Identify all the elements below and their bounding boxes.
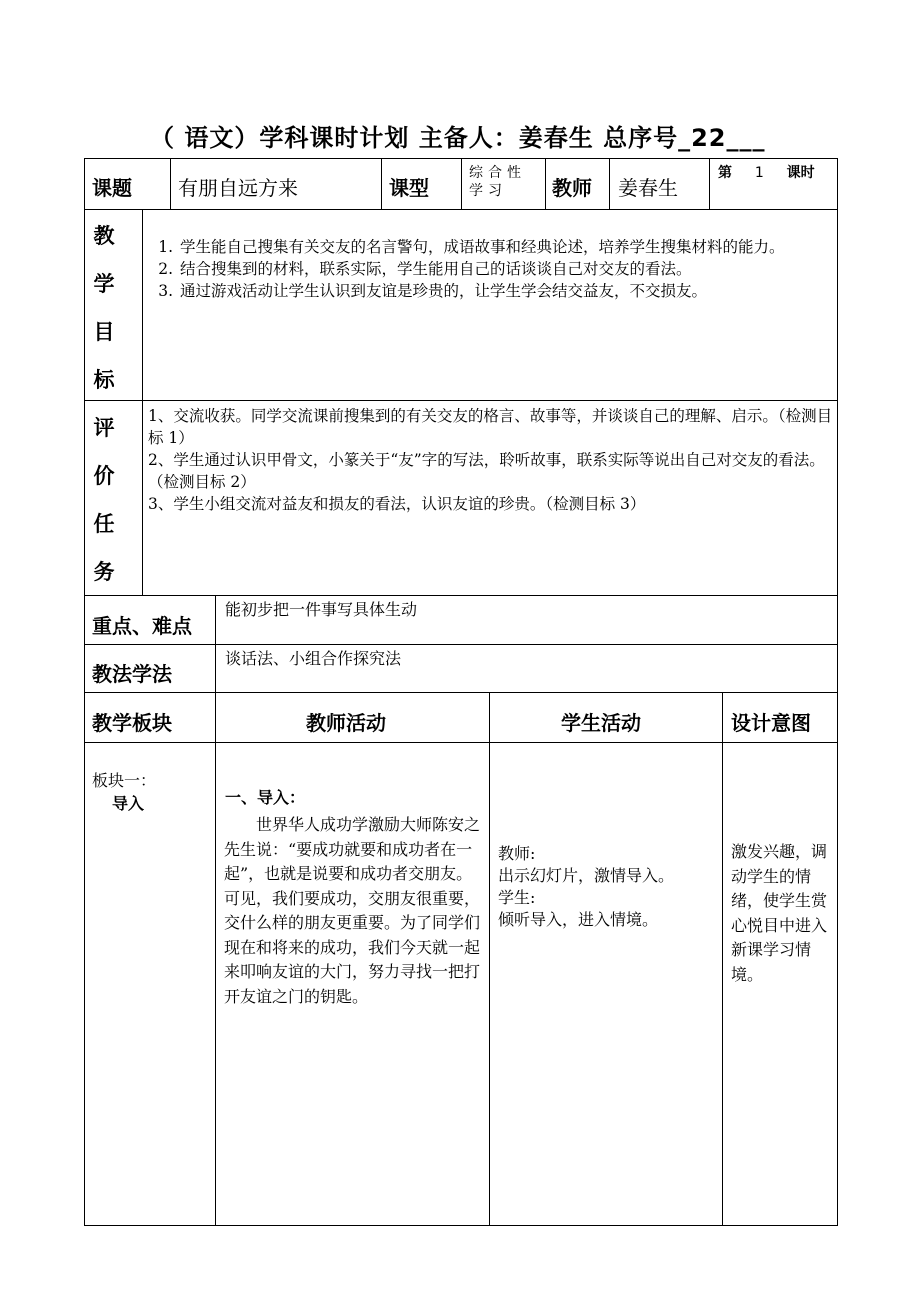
grid-line bbox=[609, 158, 610, 210]
evaluation-label-char: 价 bbox=[93, 464, 115, 488]
grid-line bbox=[722, 692, 723, 1226]
methods-value: 谈话法、小组合作探究法 bbox=[225, 649, 402, 668]
evaluation-item: 1、交流收获。同学交流课前搜集到的有关交友的格言、故事等，并谈谈自己的理解、启示。（检测目标 1） bbox=[148, 407, 833, 447]
period-number: 1 bbox=[754, 165, 764, 181]
header-student-activity: 学生活动 bbox=[561, 711, 641, 735]
evaluation-item: 3、学生小组交流对益友和损友的看法，认识友谊的珍贵。（检测目标 3） bbox=[148, 495, 646, 513]
teacher-label: 教师 bbox=[552, 176, 592, 200]
key-points-value: 能初步把一件事写具体生动 bbox=[225, 600, 418, 619]
grid-line bbox=[709, 158, 710, 210]
objective-item: 3. 通过游戏活动让学生认识到友谊是珍贵的，让学生学会结交益友，不交损友。 bbox=[178, 280, 830, 302]
grid-line bbox=[84, 400, 838, 401]
header-teacher-activity: 教师活动 bbox=[306, 711, 386, 735]
evaluation-label-char: 评 bbox=[93, 416, 115, 440]
block-title: 板块一： bbox=[92, 771, 157, 790]
teacher-value: 姜春生 bbox=[618, 176, 678, 200]
student-col-student-action: 倾听导入，进入情境。 bbox=[498, 910, 659, 929]
grid-line bbox=[545, 158, 546, 210]
grid-line bbox=[170, 158, 171, 210]
design-intent-text: 激发兴趣，调动学生的情绪，使学生赏心悦目中进入新课学习情境。 bbox=[731, 842, 828, 984]
grid-line bbox=[381, 158, 382, 210]
teacher-activity-heading: 一、导入： bbox=[225, 788, 306, 807]
evaluation-item: 2、学生通过认识甲骨文，小篆关于“友”字的写法，聆听故事，联系实际等说出自己对交友的看法。（检测目标 2） bbox=[148, 451, 825, 491]
header-teaching-block: 教学板块 bbox=[92, 711, 172, 735]
grid-line bbox=[84, 692, 838, 693]
teacher-activity-text: 世界华人成功学激励大师陈安之先生说：“要成功就要和成功者在一起”，也就是说要和成功者交朋友。可见，我们要成功，交朋友很重要，交什么样的朋友更重要。为了同学们现在和将来的成功，我们今天就一起来叩响友谊的大门，努力寻找一把打开友谊之门的钥匙。 bbox=[224, 815, 481, 1006]
period-label bbox=[718, 164, 815, 182]
evaluation-label-char: 务 bbox=[93, 560, 115, 584]
student-col-student-label: 学生: bbox=[498, 888, 536, 907]
lesson-type-value: 综合性学习 bbox=[469, 165, 526, 199]
grid-line bbox=[489, 692, 490, 1226]
header-design-intent: 设计意图 bbox=[731, 711, 811, 735]
grid-line bbox=[142, 209, 143, 596]
key-points-label: 重点、难点 bbox=[92, 614, 192, 638]
objectives-list bbox=[148, 236, 830, 302]
grid-line bbox=[84, 595, 838, 596]
evaluation-label-char: 任 bbox=[93, 512, 115, 536]
objectives-label-char: 学 bbox=[93, 272, 115, 296]
objectives-label-char: 标 bbox=[93, 368, 115, 392]
block-name: 导入 bbox=[112, 794, 145, 813]
methods-label: 教法学法 bbox=[92, 662, 172, 686]
grid-line bbox=[84, 644, 838, 645]
topic-label: 课题 bbox=[92, 176, 132, 200]
objective-item: 1. 学生能自己搜集有关交友的名言警句，成语故事和经典论述，培养学生搜集材料的能力。 bbox=[178, 236, 830, 258]
grid-line bbox=[215, 692, 216, 1226]
grid-line bbox=[461, 158, 462, 210]
page-title: （ 语文）学科课时计划 主备人：姜春生 总序号_22___ bbox=[150, 124, 766, 152]
student-col-teacher-action: 出示幻灯片，激情导入。 bbox=[498, 866, 675, 885]
objectives-label-char: 教 bbox=[93, 224, 115, 248]
grid-line bbox=[84, 742, 838, 743]
grid-line bbox=[84, 209, 838, 210]
evaluation-label bbox=[89, 404, 119, 596]
period-suffix: 课时 bbox=[786, 165, 815, 181]
objective-item: 2. 结合搜集到的材料，联系实际，学生能用自己的话谈谈自己对交友的看法。 bbox=[178, 258, 830, 280]
lesson-type-label: 课型 bbox=[389, 176, 429, 200]
topic-value: 有朋自远方来 bbox=[178, 176, 298, 200]
student-activity bbox=[498, 843, 718, 931]
period-prefix: 第 bbox=[718, 165, 732, 181]
grid-line bbox=[84, 1225, 838, 1226]
evaluation-list bbox=[148, 405, 836, 515]
objectives-label bbox=[89, 212, 119, 404]
objectives-label-char: 目 bbox=[93, 320, 115, 344]
student-col-teacher-label: 教师: bbox=[498, 844, 536, 863]
